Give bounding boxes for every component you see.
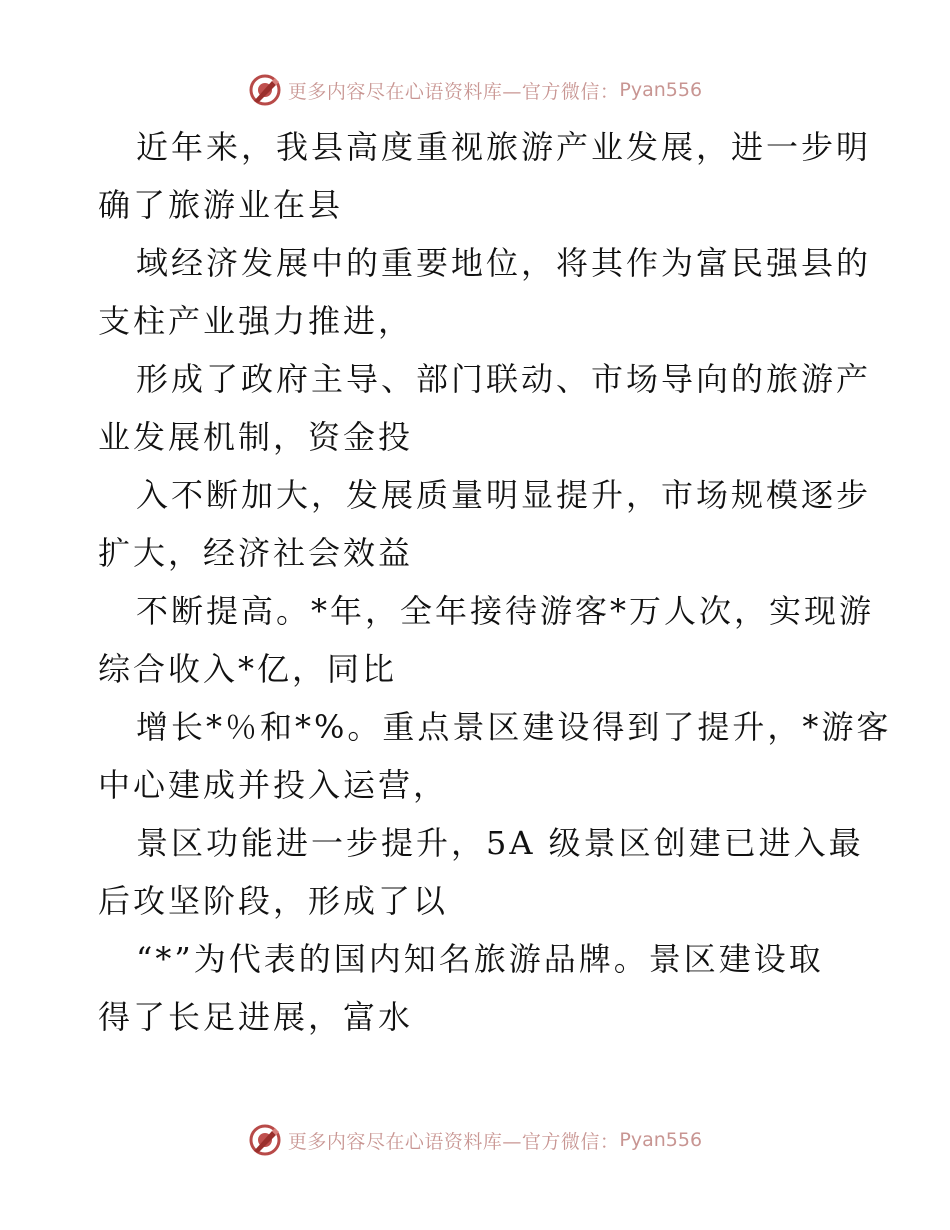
paragraph [98,234,872,350]
pen-seal-logo-icon [248,73,282,107]
paragraph-line: 综合收入*亿，同比 [98,650,398,688]
paragraph-line: 业发展机制，资金投 [98,418,414,456]
paragraph-line: 近年来，我县高度重视旅游产业发展，进一步明 [136,128,872,166]
paragraph-line: 增长*％和*%。重点景区建设得到了提升，*游客 [136,708,892,746]
paragraph [98,582,875,698]
footer-banner [0,1120,950,1160]
paragraph [98,350,872,466]
paragraph [98,118,872,234]
paragraph [98,698,892,814]
header-banner [0,70,950,110]
paragraph-line: 形成了政府主导、部门联动、市场导向的旅游产 [136,360,872,398]
paragraph-line: “*”为代表的国内知名旅游品牌。景区建设取 [136,940,824,978]
paragraph-line: 后攻坚阶段，形成了以 [98,882,449,920]
paragraph [98,930,858,1046]
paragraph-line: 得了长足进展，富水 [98,998,414,1036]
paragraph-line: 景区功能进一步提升，5A 级景区创建已进入最 [136,824,864,862]
document-body [98,118,892,1046]
paragraph-line: 确了旅游业在县 [98,186,344,224]
paragraph-line: 支柱产业强力推进， [98,302,414,340]
banner-text: 更多内容尽在心语资料库—官方微信： [287,1130,620,1153]
paragraph-line: 入不断加大，发展质量明显提升，市场规模逐步 [136,476,872,514]
wechat-handle: Pyan556 [619,79,703,101]
wechat-handle: Pyan556 [619,1129,703,1151]
banner-text: 更多内容尽在心语资料库—官方微信： [287,80,620,103]
paragraph [98,466,872,582]
paragraph-line: 域经济发展中的重要地位，将其作为富民强县的 [136,244,872,282]
pen-seal-logo-icon [248,1123,282,1157]
paragraph [98,814,864,930]
paragraph-line: 扩大，经济社会效益 [98,534,414,572]
paragraph-line: 中心建成并投入运营， [98,766,449,804]
paragraph-line: 不断提高。*年，全年接待游客*万人次，实现游 [136,592,875,630]
